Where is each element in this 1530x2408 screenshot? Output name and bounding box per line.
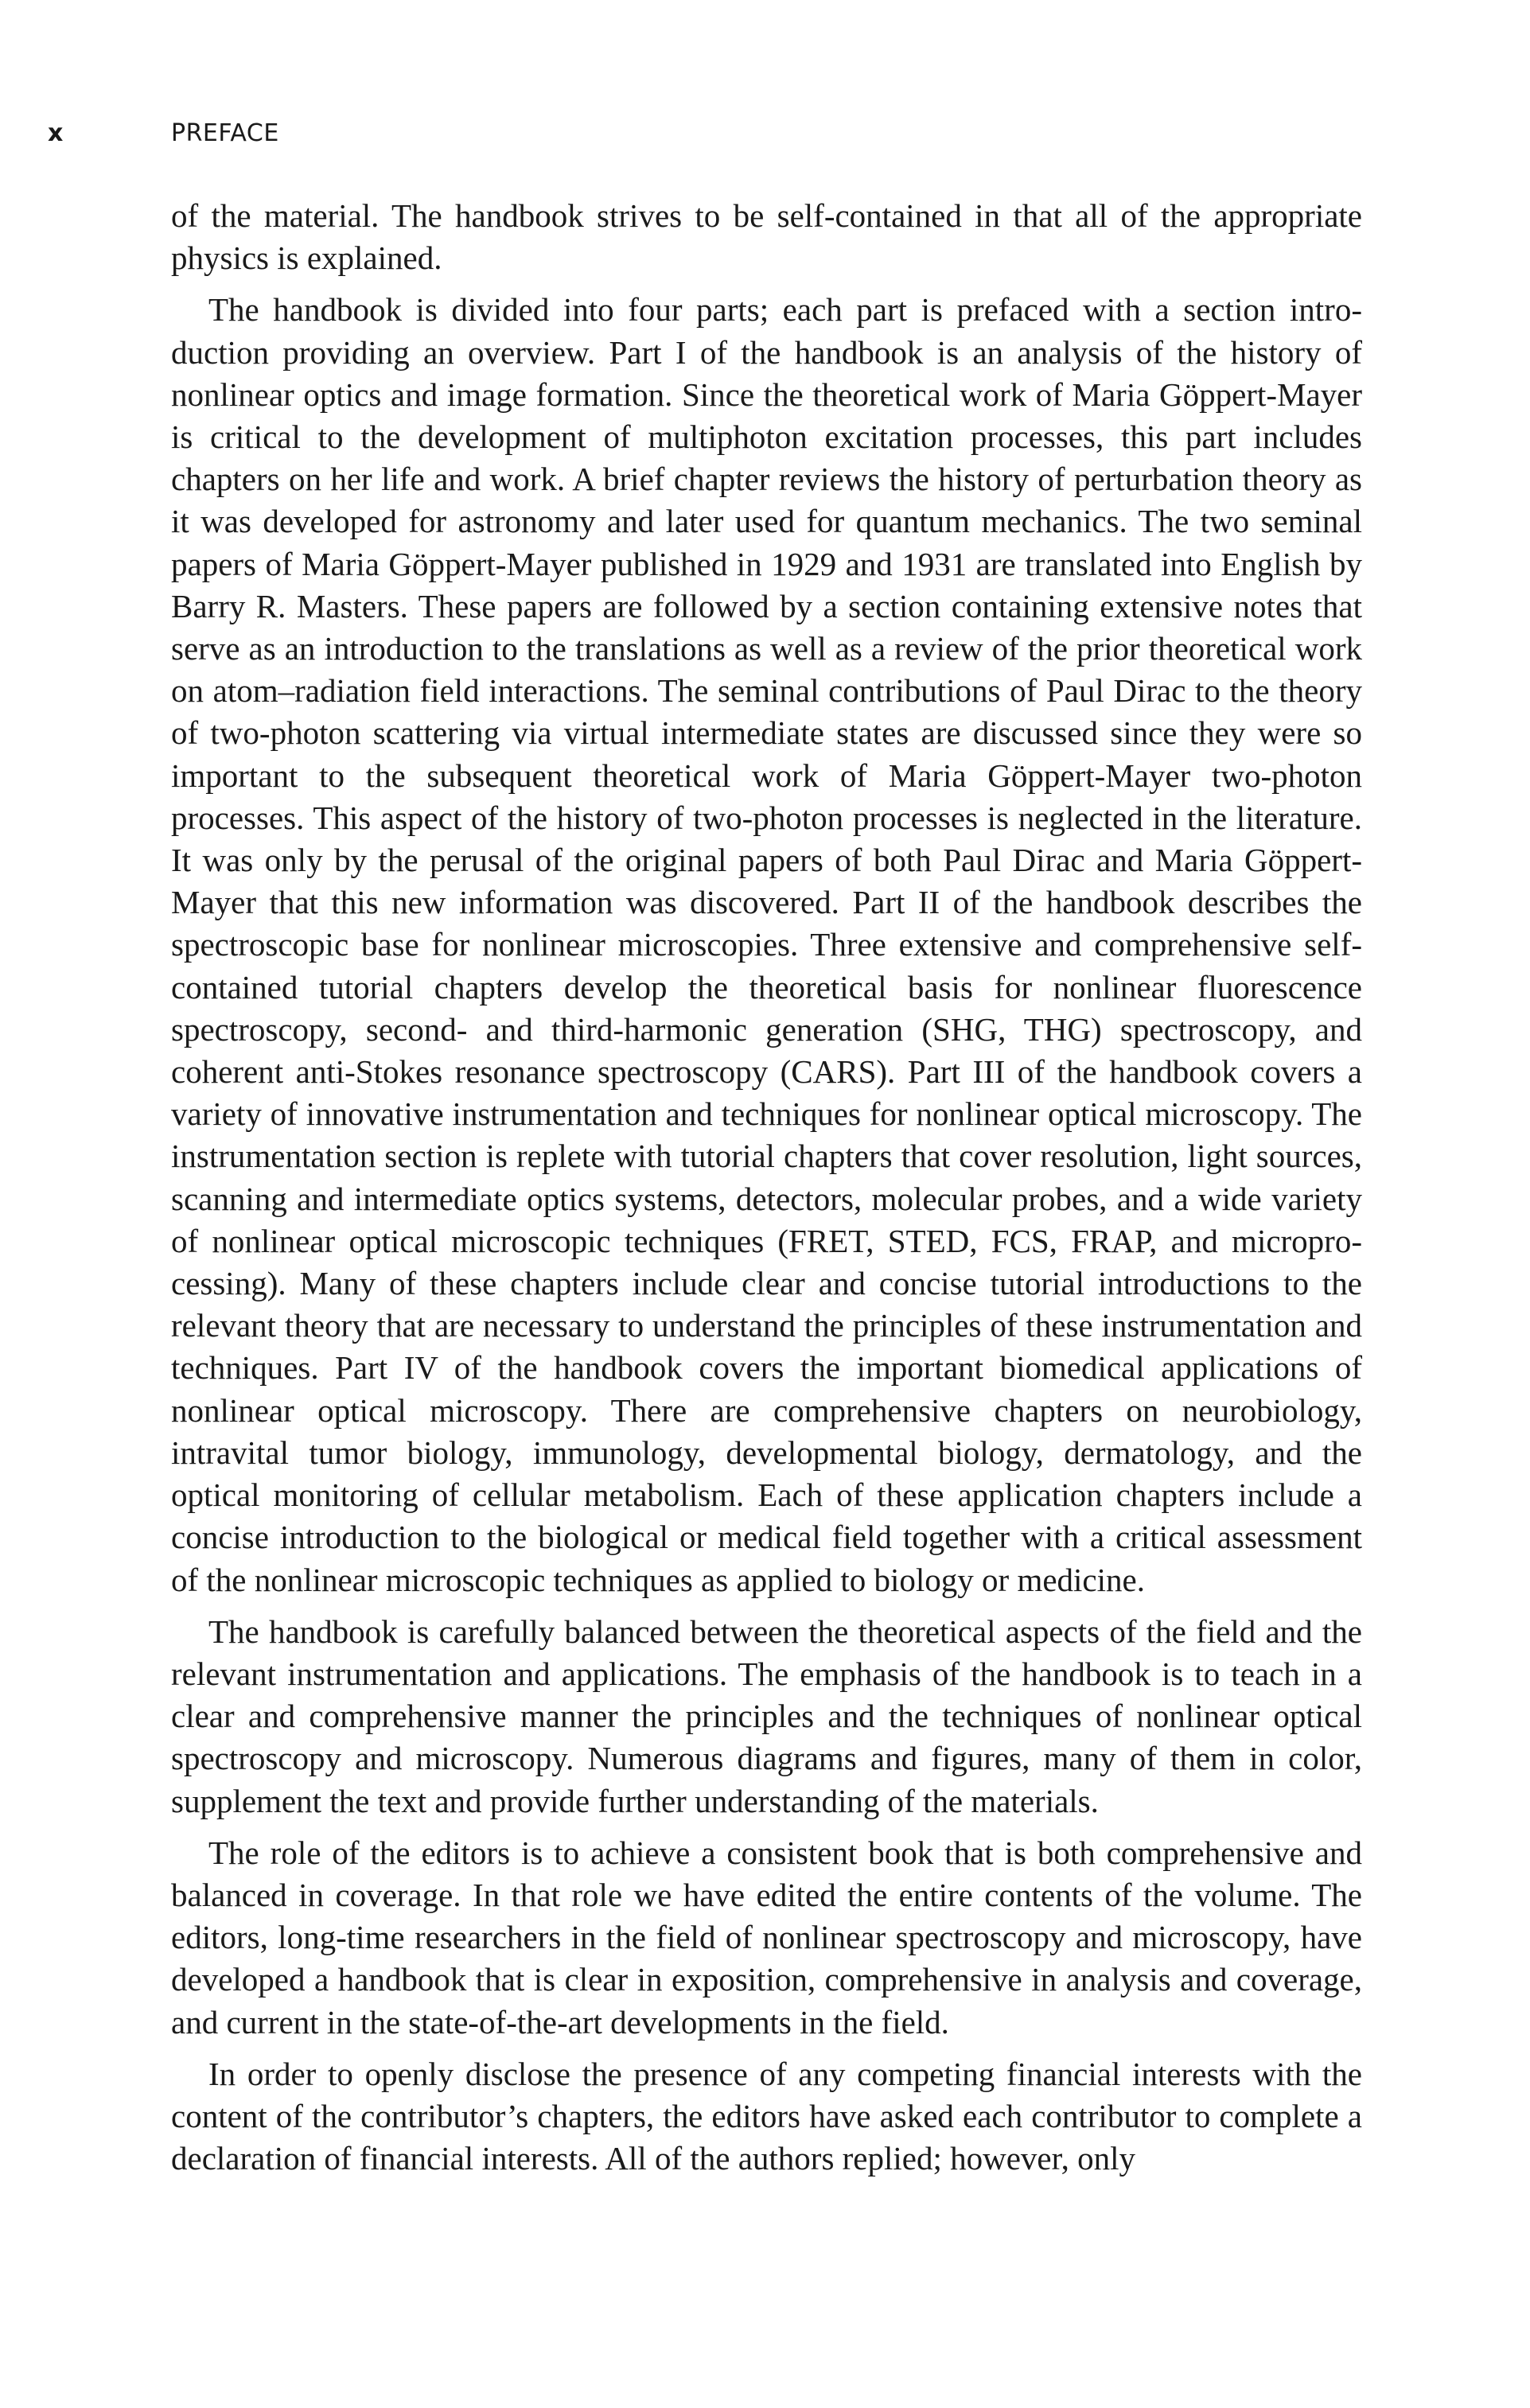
body-text: [171, 195, 1362, 2189]
section-title: PREFACE: [171, 119, 279, 147]
page-number: x: [48, 119, 64, 147]
paragraph-editors-role: The role of the editors is to achieve a consistent book that is both comprehensive and balanced in coverage. In that role we have edited the entire contents of the volume. The editors, long-time researchers in the field of nonlinear spectroscopy and microscopy, have developed a handbook that is clear in exposition, comprehensive in analysis and coverage, and current in the state-of-the-art developments in the field.: [171, 1834, 1362, 2040]
paragraph-continuation: of the material. The handbook strives to be self-contained in that all of the appropriate physics is explained.: [171, 197, 1362, 277]
paragraph-financial-interests: In order to openly disclose the presence of any competing financial interests with the content of the contributor’s chapters, the editors have asked each contributor to complete a declaration of financial interests. All of the authors replied; however, only: [171, 2055, 1362, 2177]
running-head: [48, 119, 279, 147]
paragraph-handbook-structure: The handbook is divided into four parts; each part is prefaced with a section introduction providing an overview. Part I of the handbook is an analysis of the history of nonlinear optics and image formation. Since the theoretical work of Maria Göppert-Mayer is critical to the development of multiphoton excitation processes, this part includes chapters on her life and work. A brief chapter reviews the history of perturbation theory as it was developed for astronomy and later used for quantum mechanics. The two seminal papers of Maria Göppert-Mayer published in 1929 and 1931 are translated into English by Barry R. Masters. These papers are followed by a section containing extensive notes that serve as an introduction to the translations as well as a review of the prior theoretical work on atom–radiation field interactions. The seminal contributions of Paul Dirac to the theory of two-photon scattering via virtual intermediate states are discussed since they were so important to the subsequent theoretical work of Maria Göppert-Mayer two-photon processes. This aspect of the history of two-photon processes is neglected in the literature. It was only by the perusal of the original papers of both Paul Dirac and Maria Göppert-Mayer that this new information was discovered. Part II of the handbook describes the spectroscopic base for nonlinear microscopies. Three extensive and comprehensive self-contained tutorial chapters develop the theoretical basis for nonlinear fluorescence spectroscopy, second- and third-harmonic generation (SHG, THG) spectroscopy, and coherent anti-Stokes resonance spectroscopy (CARS). Part III of the handbook covers a variety of innovative instrumentation and techniques for nonlinear optical microscopy. The instrumentation section is replete with tutorial chapters that cover resolution, light sources, scanning and intermediate optics systems, detectors, molecular probes, and a wide variety of nonlinear optical microscopic techniques (FRET, STED, FCS, FRAP, and microprocessing). Many of these chapters include clear and concise tutorial introductions to the relevant theory that are necessary to understand the principles of these instrumentation and techniques. Part IV of the handbook covers the important biomedical applications of nonlinear optical microscopy. There are comprehensive chapters on neurobiology, intravital tumor biology, immunology, developmental biology, dermatology, and the optical monitoring of cellular metabolism. Each of these application chapters include a concise introduction to the biological or medical field together with a critical assessment of the nonlinear microscopic techniques as applied to biology or medicine.: [171, 291, 1362, 1598]
paragraph-balance: The handbook is carefully balanced between the theoretical aspects of the field and the relevant instrumentation and applications. The emphasis of the handbook is to teach in a clear and comprehensive manner the principles and the techniques of nonlinear optical spectroscopy and microscopy. Numerous diagrams and figures, many of them in color, supplement the text and provide further understanding of the materials.: [171, 1612, 1362, 1819]
